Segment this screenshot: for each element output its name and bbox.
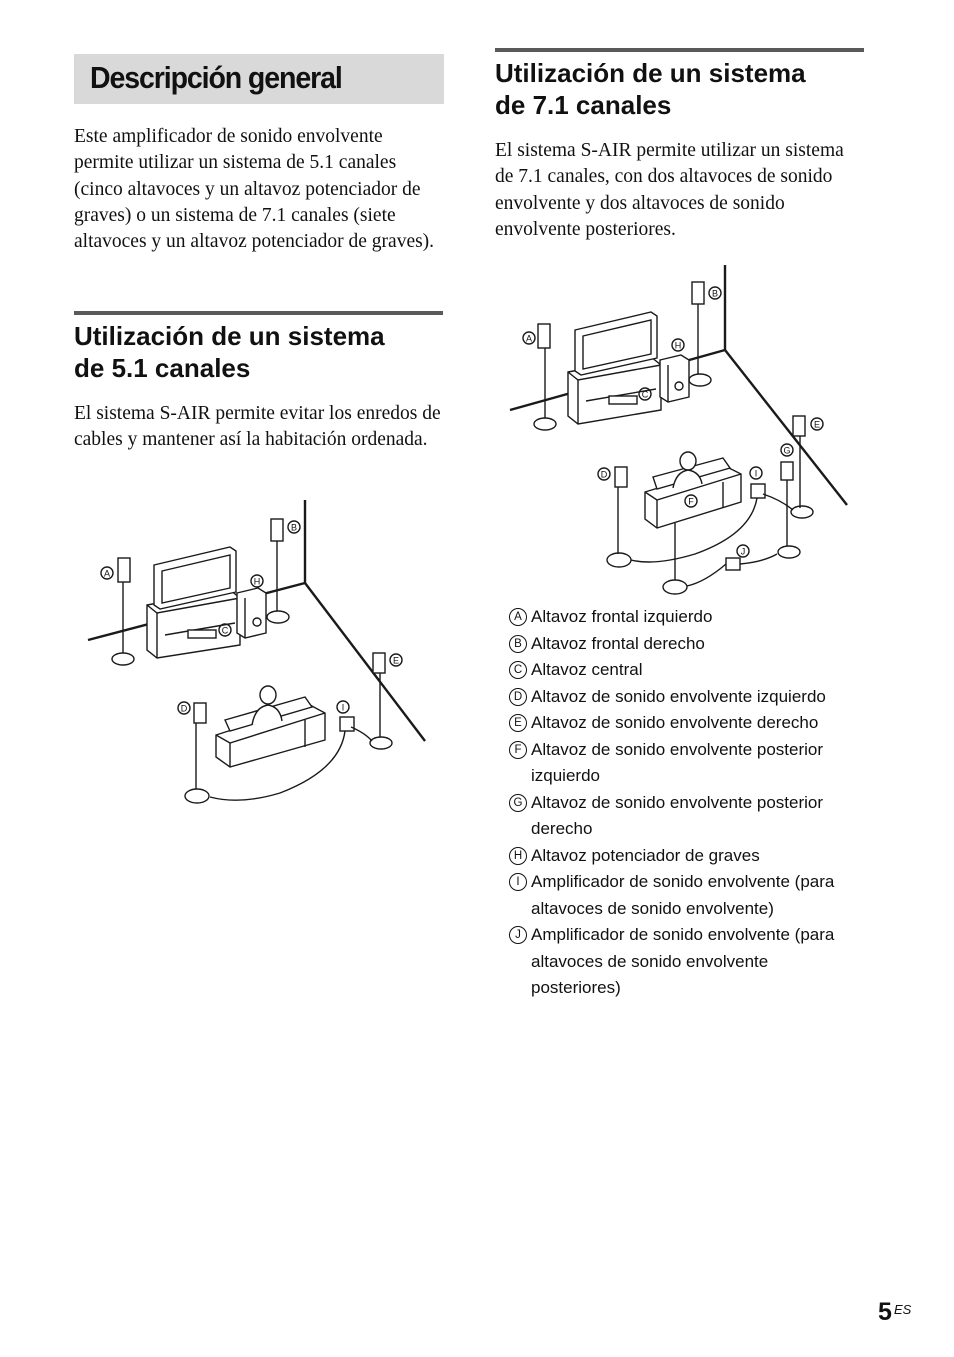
diagram-51-system <box>80 495 430 815</box>
label-b <box>709 287 721 299</box>
legend-text: Altavoz frontal derecho <box>531 633 705 653</box>
amplifier-i <box>340 717 354 731</box>
legend-text: Altavoz de sonido envolvente posterior izquierdo <box>531 739 824 785</box>
label-b <box>288 521 300 533</box>
svg-text:E: E <box>813 419 821 430</box>
legend-item <box>509 710 849 737</box>
svg-text:H: H <box>674 340 682 351</box>
legend-badge: E <box>509 714 527 732</box>
svg-text:I: I <box>341 702 345 713</box>
legend-item <box>509 922 849 1002</box>
svg-text:A: A <box>103 568 111 579</box>
legend-item <box>509 869 849 922</box>
subwoofer <box>237 588 266 638</box>
legend-text: Altavoz potenciador de graves <box>531 845 760 865</box>
speaker-a <box>112 558 134 665</box>
cable-j-f <box>687 564 726 586</box>
legend-badge: I <box>509 873 527 891</box>
legend-item <box>509 604 849 631</box>
legend-badge: F <box>509 741 527 759</box>
label-i <box>750 467 762 479</box>
label-i <box>337 701 349 713</box>
svg-text:A: A <box>525 333 533 344</box>
svg-text:B: B <box>290 522 298 533</box>
legend-item <box>509 843 849 870</box>
svg-text:J: J <box>740 546 746 557</box>
section-71-title-line2: de 7.1 canales <box>495 90 672 120</box>
section-51-title-line1: Utilización de un sistema <box>74 321 385 351</box>
section-71-rule <box>495 48 864 52</box>
page-language-suffix: ES <box>894 1302 912 1317</box>
label-h <box>251 575 263 587</box>
subwoofer <box>660 355 689 402</box>
svg-text:D: D <box>600 469 608 480</box>
legend-badge: B <box>509 635 527 653</box>
speaker-a <box>534 324 556 430</box>
speaker-e <box>791 416 813 518</box>
speaker-legend <box>509 604 849 1002</box>
section-51-title <box>74 320 454 384</box>
legend-item <box>509 631 849 658</box>
legend-text: Amplificador de sonido envolvente (para altavoces de sonido envolvente) <box>531 872 835 918</box>
speaker-g <box>778 462 800 558</box>
section-51-body: El sistema S-AIR permite evitar los enredos de cables y mantener así la habitación ordenada. <box>74 403 441 451</box>
label-d <box>598 468 610 480</box>
label-e <box>811 418 823 430</box>
center-speaker <box>609 396 637 404</box>
amplifier-j <box>726 558 740 570</box>
legend-badge: H <box>509 847 527 865</box>
speaker-d <box>607 467 631 567</box>
legend-badge: A <box>509 608 527 626</box>
floor-wall-line-right <box>725 350 847 505</box>
speaker-b <box>689 282 711 386</box>
label-a <box>101 567 113 579</box>
legend-badge: D <box>509 688 527 706</box>
label-a <box>523 332 535 344</box>
label-d <box>178 702 190 714</box>
main-title-box <box>74 54 444 104</box>
legend-badge: J <box>509 926 527 944</box>
label-e <box>390 654 402 666</box>
legend-item <box>509 684 849 711</box>
svg-text:I: I <box>754 468 758 479</box>
section-51-rule <box>74 311 443 315</box>
label-g <box>781 444 793 456</box>
center-speaker <box>188 630 216 638</box>
legend-text: Altavoz frontal izquierdo <box>531 607 713 626</box>
section-71-title <box>495 57 875 121</box>
label-j <box>737 545 749 557</box>
diagram-71-system <box>505 262 855 602</box>
svg-text:E: E <box>392 655 400 666</box>
svg-text:F: F <box>688 496 694 507</box>
svg-text:G: G <box>783 445 791 456</box>
label-h <box>672 339 684 351</box>
svg-text:C: C <box>221 625 229 636</box>
section-51-title-line2: de 5.1 canales <box>74 353 251 383</box>
svg-text:H: H <box>253 576 261 587</box>
legend-item <box>509 790 849 843</box>
legend-text: Altavoz central <box>531 660 643 679</box>
speaker-d <box>185 703 209 803</box>
cable-i-e <box>351 727 372 741</box>
page-number: 5 <box>878 1298 892 1326</box>
speaker-b <box>267 519 289 623</box>
legend-text: Amplificador de sonido envolvente (para altavoces de sonido envolvente posteriores) <box>531 925 835 997</box>
amplifier-i <box>751 484 765 498</box>
legend-text: Altavoz de sonido envolvente posterior derecho <box>531 792 824 838</box>
intro-paragraph: Este amplificador de sonido envolvente permite utilizar un sistema de 5.1 canales (cinco altavoces y un altavoz potenciador de graves) o un sistema de 7.1 canales (siete altavoces y un altavoz potenciador de graves). <box>74 126 435 253</box>
legend-item <box>509 657 849 684</box>
legend-text: Altavoz de sonido envolvente izquierdo <box>531 686 826 706</box>
section-71-body: El sistema S-AIR permite utilizar un sistema de 7.1 canales, con dos altavoces de sonido envolvente y dos altavoces de sonido envolvente posteriores. <box>495 140 844 240</box>
svg-text:B: B <box>711 288 719 299</box>
legend-badge: C <box>509 661 527 679</box>
section-71-title-line1: Utilización de un sistema <box>495 58 806 88</box>
cable-j-g <box>740 554 777 564</box>
speaker-e <box>370 653 392 749</box>
legend-item <box>509 737 849 790</box>
page-title: Descripción general <box>90 60 342 95</box>
svg-text:C: C <box>641 389 649 400</box>
legend-badge: G <box>509 794 527 812</box>
cable-i-e <box>763 494 793 510</box>
legend-text: Altavoz de sonido envolvente derecho <box>531 713 819 732</box>
svg-text:D: D <box>180 703 188 714</box>
